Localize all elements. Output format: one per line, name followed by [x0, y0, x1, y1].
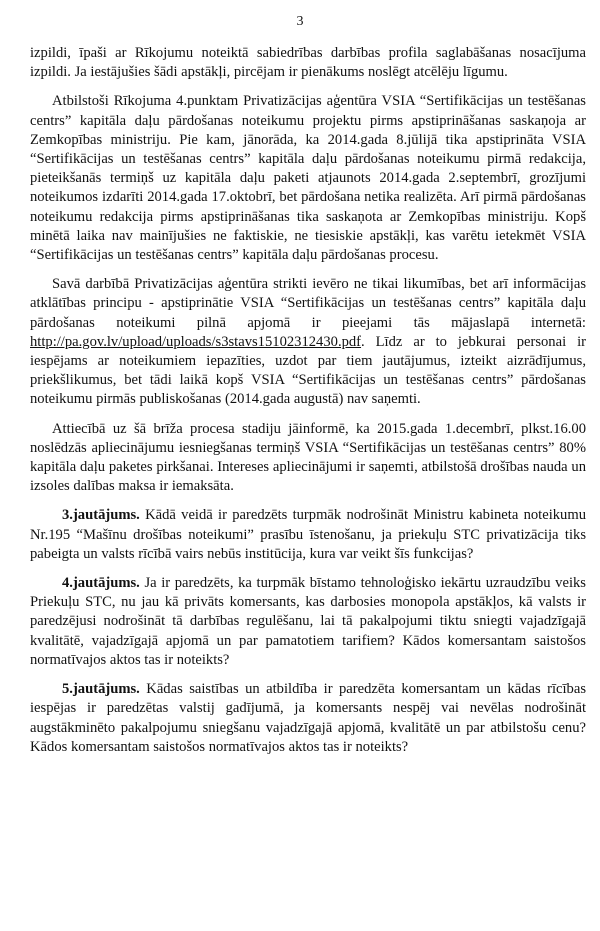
- question-text: Kādā veidā ir paredzēts turpmāk nodrošināt Ministru kabineta noteikumu Nr.195 “Mašīnu drošības noteikumi” prasību īstenošanu, ja priekuļu STC privatizācija tiks pabeigta un valsts rīcībā vairs nebūs institūcija, kura var veikt šīs funkcijas?: [30, 507, 586, 562]
- question-label: 3.jautājums.: [62, 507, 140, 524]
- question-3: [30, 506, 586, 564]
- paragraph-transparency: [30, 275, 586, 409]
- question-label: 5.jautājums.: [62, 681, 140, 698]
- question-text: Kādas saistības un atbildība ir paredzēta komersantam un kādas rīcības iespējas ir paredzētas valstij gadījumā, ja komersants nespēj vai nevēlas nodrošināt augstākminēto pakalpojumu sniegšanu vajadzīgajā apjomā, kvalitātē un par atbilstošu cenu? Kādos komersantam saistošos normatīvajos aktos tas ir noteikts?: [30, 681, 586, 755]
- question-4: [30, 574, 586, 670]
- paragraph-agency-coordination: Atbilstoši Rīkojuma 4.punktam Privatizācijas aģentūra VSIA “Sertifikācijas un testēšanas centrs” kapitāla daļu pārdošanas noteikumu projektu pirms apstiprināšanas saskaņoja ar Zemkopības ministriju. Pie kam, jānorāda, ka 2014.gada 8.jūlijā tika apstiprināta VSIA “Sertifikācijas un testēšanas centrs” kapitāla daļu pārdošanas noteikumu pirmā redakcija, pieteikšanās termiņš uz kapitāla daļu paketi atjaunots 2014.gada 2.septembrī, grozījumi noteikumos izdarīti 2014.gada 17.oktobrī, bet pārdošana netika realizēta. Arī pirmā pārdošanas noteikumu redakcija pirms apstiprināšanas tika saskaņota ar Zemkopības ministriju. Kopš minētā laika nav mainījušies ne faktiskie, ne tiesiskie apstākļi, kas varētu ietekmēt VSIA “Sertifikācijas un testēšanas centrs” kapitāla daļu pārdošanas procesu.: [30, 93, 586, 264]
- rules-pdf-link[interactable]: http://pa.gov.lv/upload/uploads/s3stavs15102312430.pdf: [30, 333, 362, 350]
- paragraph-process-stage: Attiecībā uz šā brīža procesa stadiju jāinformē, ka 2015.gada 1.decembrī, plkst.16.00 noslēdzās apliecinājumu iesniegšanas termiņš VSIA “Sertifikācijas un testēšanas centrs” 80% kapitāla daļu paketes pirkšanai. Intereses apliecinājumi ir saņemti, atbilstošā drošības nauda un izsoles dalības maksa ir iemaksāta.: [30, 420, 586, 495]
- document-body: [30, 44, 586, 767]
- paragraph-continuation: izpildi, īpaši ar Rīkojumu noteiktā sabiedrības darbības profila saglabāšanas nosacījuma izpildi. Ja iestājušies šādi apstākļi, pircējam ir pienākums noslēgt atcēlēju līgumu.: [30, 45, 586, 81]
- paragraph-transparency-text-end: . Līdz ar to jebkurai personai ir iespējams ar noteikumiem iepazīties, uzdot par tiem jautājumus, izteikt aizrādījumus, priekšlikumus, bet tādi laikā kopš VSIA “Sertifikācijas un testēšanas centrs” pārdošanas noteikumu pirmās publiskošanas (2014.gada augustā) nav saņemti.: [30, 333, 586, 408]
- page-number: 3: [296, 14, 304, 29]
- paragraph-transparency-text-start: Savā darbībā Privatizācijas aģentūra strikti ievēro ne tikai likumības, bet arī informācijas atklātības principu - apstiprinātie VSIA “Sertifikācijas un testēšanas centrs” kapitāla daļu pārdošanas noteikumi pilnā apjomā ir pieejami tās mājaslapā internetā:: [30, 276, 586, 331]
- question-label: 4.jautājums.: [62, 575, 140, 592]
- question-5: [30, 680, 586, 757]
- question-text: Ja ir paredzēts, ka turpmāk bīstamo tehnoloģisko iekārtu uzraudzību veiks Priekuļu STC, nu jau kā privāts komersants, kas darbosies monopola apstākļos, kā valsts ir paredzējusi nodrošināt tā darbības regulēšanu, lai tā pakalpojumi tiktu sniegti vajadzīgajā kvalitātē, vajadzīgajā apjomā un par pamatotiem tarifiem? Kādos komersantam saistošos normatīvajos aktos tas ir noteikts?: [30, 575, 586, 668]
